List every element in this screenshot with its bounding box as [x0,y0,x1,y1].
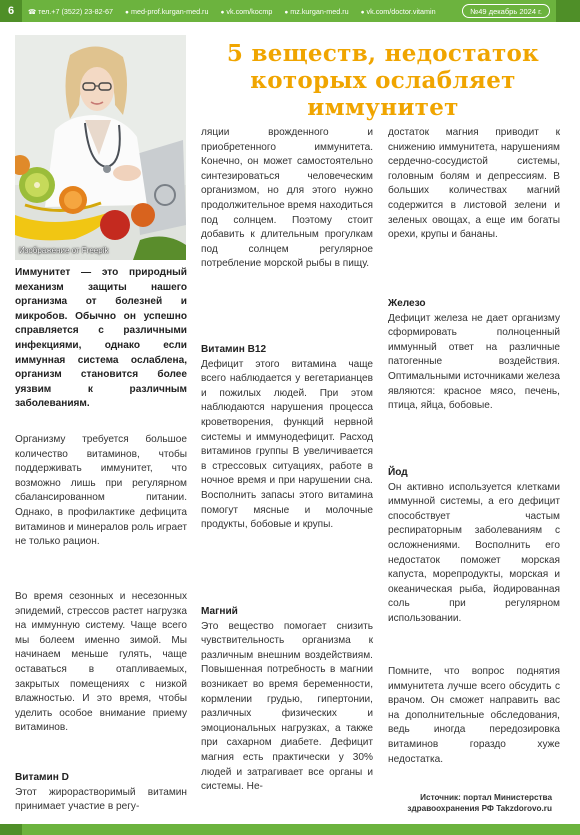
iron-text: Дефицит железа не дает организму сформировать полноценный иммунный ответ на различные патогенные воздействия. Оптимальными источниками железа являются: красное мясо, печень, птица, яйца, бобовые. [388,312,560,412]
source-line-2: здравоохранения РФ Takzdorovo.ru [407,804,552,813]
season-paragraph: Во время сезонных и несезонных эпидемий, стрессов растет нагрузка на иммунную систему. Чаще всего мы болеем именно зимой. Мы начинаем меньше гулять, чаще оставаться в отапливаемых, закрытых помещениях с низкой влажностью. И это время, чтобы уделить особое внимание приему витаминов. [15,591,187,734]
vitamin-d-text-start: Этот жирорастворимый витамин принимает участие в регу- [15,786,187,813]
footer-bar [0,824,580,835]
contact-vk-kocmp[interactable]: ● vk.com/kocmp [220,6,273,16]
title-line-1: 5 веществ, недостаток [226,40,540,67]
column-1-intro [15,433,187,550]
column-2-vitamin-d [201,126,373,272]
section-vitamin-d [15,771,187,815]
photo-credit: Изображение от Freepik [19,246,109,255]
iodine-text: Он активно используется клетками иммунной системы, а его дефицит способствует частым респираторным заболеваниям с осложнениями. Восполнить его недостаток поможет морская капуста, морепродукты, морская и океаническая рыба, йодированная соль при регулярном использовании. [388,481,560,624]
closing-section [388,665,560,767]
globe-icon: ● [125,8,129,16]
contact-site-med-prof[interactable]: ● med-prof.kurgan-med.ru [125,6,209,16]
source-line-1: Источник: портал Министерства [420,793,552,802]
closing-paragraph: Помните, что вопрос поднятия иммунитета лучше всего обсудить с врачом. Он сможет направить вас на дополнительные обследования, ведь иногда передозировка витаминов гораздо хуже недостатка. [388,666,560,765]
iodine-heading: Йод [388,467,408,478]
column-3-magnesium [388,126,560,243]
title-line-2: которых ослабляет [250,67,516,94]
magnesium-text-start: Это вещество помогает снизить чувствительность организма к различным внешним воздействиям. Повышенная потребность в магнии возникает во время беременности, кормлении грудью, гипертонии, различных физических и эмоциональных нагрузках, а также при сахарном диабете. Дефицит магния есть практически у 30% людей и затрагивает все органы и системы. Не- [201,620,373,793]
globe-icon: ● [284,8,289,16]
vk-icon: ● [360,8,365,16]
contact-phone[interactable]: ☎ тел.+7 (3522) 23-82-67 [28,6,114,16]
doctor-with-fruits-illustration [15,35,186,260]
section-iodine [388,466,560,627]
vitamin-d-text-continued: ляции врожденного и приобретенного иммунитета. Конечно, он может самостоятельно синтезироваться человеческим организмом, но для этого нужно продолжительное время находиться под солнцем. Поэтому стоит добавить к длительным прогулкам под солнцем регулярное потребление морской рыбы в пищу. [201,127,373,270]
contact-site-mz[interactable]: ● mz.kurgan-med.ru [284,6,349,16]
title-line-3: иммунитет [307,94,459,121]
section-iron [388,297,560,414]
lead-paragraph: Иммунитет — это природный механизм защиты нашего организма от болезней и микробов. Обычно он успешно справляется с различными инфекциями, однако если иммунная система ослаблена, организм становится более уязвим к различным заболеваниям. [15,267,187,410]
magnesium-heading: Магний [201,606,238,617]
column-1-season [15,590,187,736]
vitamin-b12-text: Дефицит этого витамина чаще всего наблюдается у вегетарианцев и пожилых людей. При этом наблюдаются нарушения процесса кроветворения, функций нервной системы и иммунодефицит. Расход витаминов группы В увеличивается в стрессовых ситуациях, работе в ночное время и при нарушении сна. Восполнить запасы этого витамина помогут мясные и молочные продукты, бобовые и крупы. [201,358,373,531]
footer-corner-block [0,824,22,835]
header-bar [0,0,580,22]
section-magnesium [201,605,373,795]
article-title [198,40,568,121]
article-source [390,792,552,814]
article-photo [15,35,186,260]
page-number: 6 [0,0,22,22]
magnesium-text-continued: достаток магния приводит к снижению иммунитета, нарушениям сердечно-сосудистой системы, головным болям и депрессиям. В больших количествах магний содержится в листовой зелени и зеленых овощах, а еще им богаты орехи, крупы и бананы. [388,127,560,241]
vk-icon: ● [220,8,225,16]
section-vitamin-b12 [201,343,373,533]
intro-paragraph: Организму требуется большое количество витаминов, чтобы поддерживать иммунитет, что возможно лишь при регулярном сбалансированном питании. Однако, в профилактике дефицита витаминов и минералов роль играет не только рацион. [15,434,187,548]
vitamin-d-heading: Витамин D [15,772,69,783]
iron-heading: Железо [388,298,426,309]
vitamin-b12-heading: Витамин В12 [201,344,267,355]
issue-badge: №49 декабрь 2024 г. [462,4,550,18]
header-corner-block [556,0,580,22]
contact-vk-doctor-vitamin[interactable]: ● vk.com/doctor.vitamin [360,6,436,16]
column-1 [15,266,187,412]
phone-icon: ☎ [28,8,37,16]
